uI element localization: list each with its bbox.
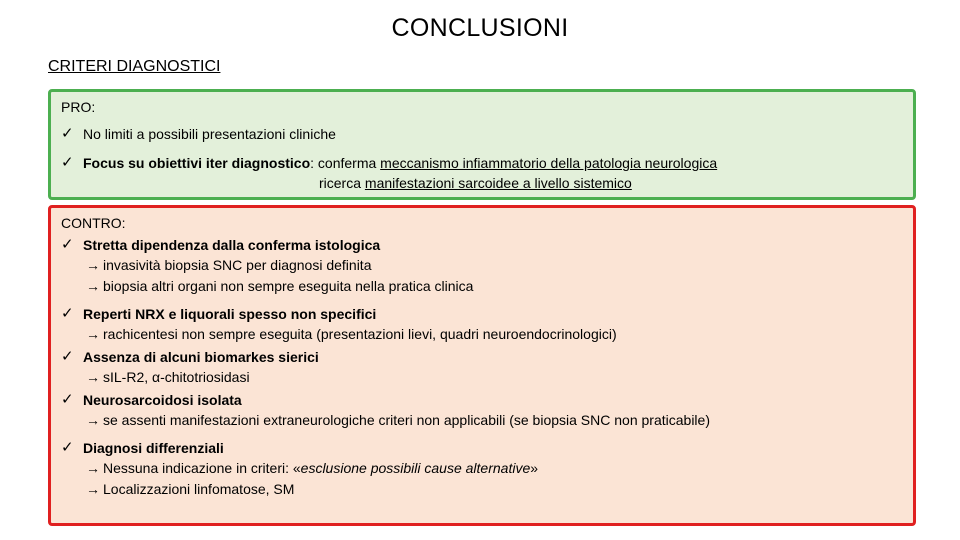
contro-item-title: Reperti NRX e liquorali spesso non specifici <box>83 306 377 322</box>
pro-item-text <box>83 153 903 173</box>
pro-item <box>61 153 903 173</box>
contro-sub-item: → biopsia altri organi non sempre eseguita nella pratica clinica <box>83 276 903 297</box>
check-icon: ✓ <box>61 154 74 171</box>
arrow-right-icon: → <box>86 278 100 294</box>
contro-sub-item: → rachicentesi non sempre eseguita (presentazioni lievi, quadri neuroendocrinologici) <box>83 324 903 345</box>
contro-item <box>61 438 903 500</box>
pro-item-text: No limiti a possibili presentazioni cliniche <box>83 126 336 142</box>
arrow-right-icon: → <box>86 460 100 476</box>
arrow-right-icon: → <box>86 412 100 428</box>
pro-item-bold: Focus su obiettivi iter diagnostico <box>83 155 311 171</box>
arrow-right-icon: → <box>86 326 100 342</box>
check-icon: ✓ <box>61 348 74 365</box>
check-icon: ✓ <box>61 125 74 142</box>
contro-item <box>61 304 903 345</box>
contro-sub-item: → Nessuna indicazione in criteri: «esclusione possibili cause alternative» <box>83 458 903 479</box>
contro-sub-item: → invasività biopsia SNC per diagnosi definita <box>83 255 903 276</box>
contro-item <box>61 235 903 297</box>
page-title: CONCLUSIONI <box>391 14 569 42</box>
section-subtitle: CRITERI DIAGNOSTICI <box>48 58 221 75</box>
pro-item <box>61 124 903 144</box>
contro-sub-item: → se assenti manifestazioni extraneurologiche criteri non applicabili (se biopsia SNC non praticabile) <box>83 410 903 431</box>
contro-header: CONTRO: <box>61 215 126 231</box>
contro-item-title: Assenza di alcuni biomarkes sierici <box>83 349 319 365</box>
check-icon: ✓ <box>61 439 74 456</box>
contro-item <box>61 347 903 388</box>
arrow-right-icon: → <box>86 257 100 273</box>
pro-item-continuation <box>61 173 903 193</box>
contro-sub-item: → sIL-R2, α-chitotriosidasi <box>83 367 903 388</box>
pro-header: PRO: <box>61 99 96 115</box>
pro-cont-underlined: manifestazioni sarcoidee a livello sistemico <box>364 175 632 191</box>
italic-phrase: esclusione possibili cause alternative <box>300 460 531 476</box>
arrow-right-icon: → <box>86 481 100 497</box>
contro-item-title: Stretta dipendenza dalla conferma istologica <box>83 237 381 253</box>
check-icon: ✓ <box>61 236 74 253</box>
contro-sub-item: → Localizzazioni linfomatose, SM <box>83 479 903 500</box>
arrow-right-icon: → <box>86 369 100 385</box>
pro-list <box>61 124 903 193</box>
check-icon: ✓ <box>61 305 74 322</box>
pro-item-underlined: meccanismo infiammatorio della patologia neurologica <box>380 155 718 171</box>
pro-cont-prefix: ricerca <box>319 175 365 191</box>
contro-box <box>48 205 916 526</box>
pro-box <box>48 89 916 200</box>
contro-item-title: Neurosarcoidosi isolata <box>83 392 242 408</box>
contro-item <box>61 390 903 431</box>
pro-item-colon: : conferma <box>310 155 381 171</box>
check-icon: ✓ <box>61 391 74 408</box>
contro-list <box>61 235 903 500</box>
contro-item-title: Diagnosi differenziali <box>83 440 224 456</box>
